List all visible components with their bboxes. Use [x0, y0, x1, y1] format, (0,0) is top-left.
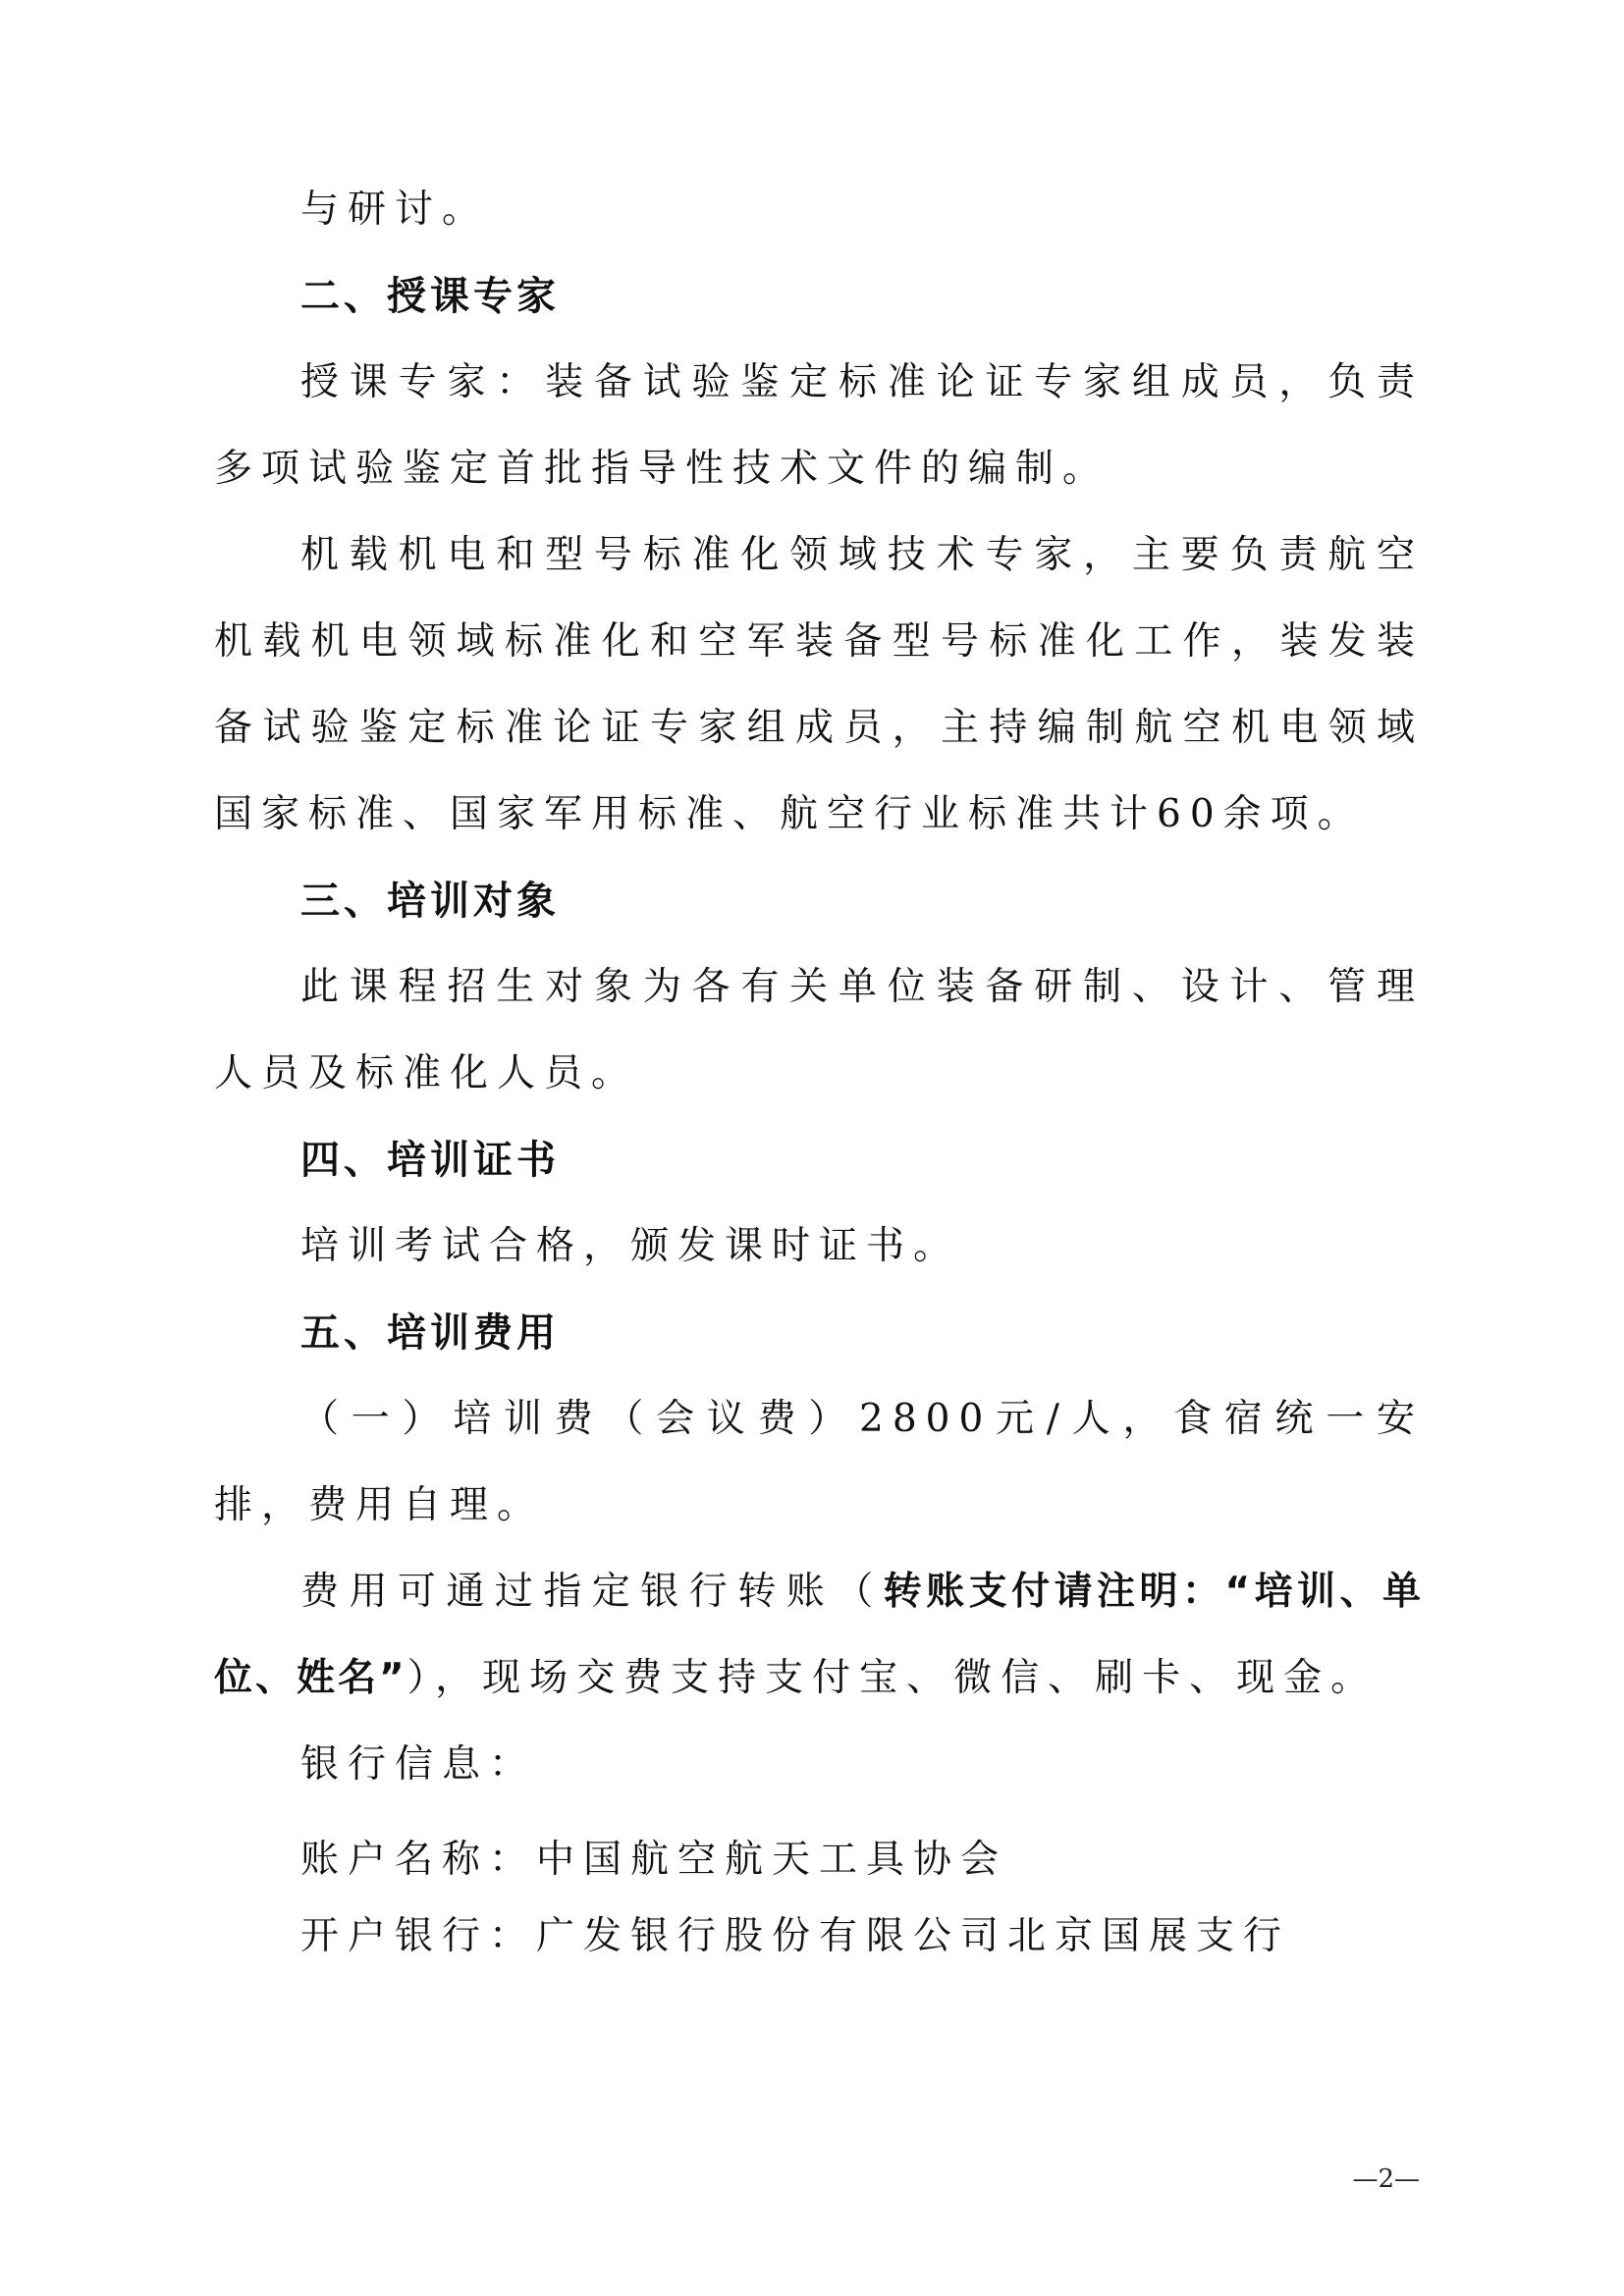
bank-account-name: 账户名称：中国航空航天工具协会 [300, 1838, 1008, 1882]
intro-tail: 与研讨。 [300, 187, 490, 232]
bank-info-label: 银行信息： [300, 1742, 537, 1787]
section-5-heading: 五、培训费用 [300, 1310, 560, 1356]
page-number: —2— [1352, 2164, 1420, 2194]
bank-spacer [214, 1808, 1424, 1822]
document-body [214, 167, 1424, 1975]
section-3-para-1: 此课程招生对象为各有关单位装备研制、设计、管理人员及标准化人员。 [214, 965, 1424, 1095]
section-5-para-1: （一）培训费（会议费）2800元/人，食宿统一安排，费用自理。 [214, 1397, 1424, 1527]
section-2-heading: 二、授课专家 [300, 274, 560, 319]
para-2-prefix: 费用可通过指定银行转账（ [300, 1570, 884, 1614]
section-5-para-2 [214, 1549, 1424, 1722]
para-2-bold-note: 转账支付请注明：“培训、单位、姓名” [214, 1570, 1424, 1700]
section-2-para-1: 授课专家：装备试验鉴定标准论证专家组成员，负责多项试验鉴定首批指导性技术文件的编制。 [214, 360, 1424, 491]
para-2-suffix: ），现场交费支持支付宝、微信、刷卡、现金。 [406, 1656, 1379, 1700]
section-3-heading: 三、培训对象 [300, 879, 560, 924]
section-2-para-2: 机载机电和型号标准化领域技术专家，主要负责航空机载机电领域标准化和空军装备型号标准化工作，装发装备试验鉴定标准论证专家组成员，主持编制航空机电领域国家标准、国家军用标准、航空行业标准共计60余项。 [214, 533, 1424, 836]
section-4-heading: 四、培训证书 [300, 1138, 560, 1183]
bank-name: 开户银行：广发银行股份有限公司北京国展支行 [300, 1914, 1291, 1958]
section-4-para-1: 培训考试合格，颁发课时证书。 [300, 1224, 961, 1268]
